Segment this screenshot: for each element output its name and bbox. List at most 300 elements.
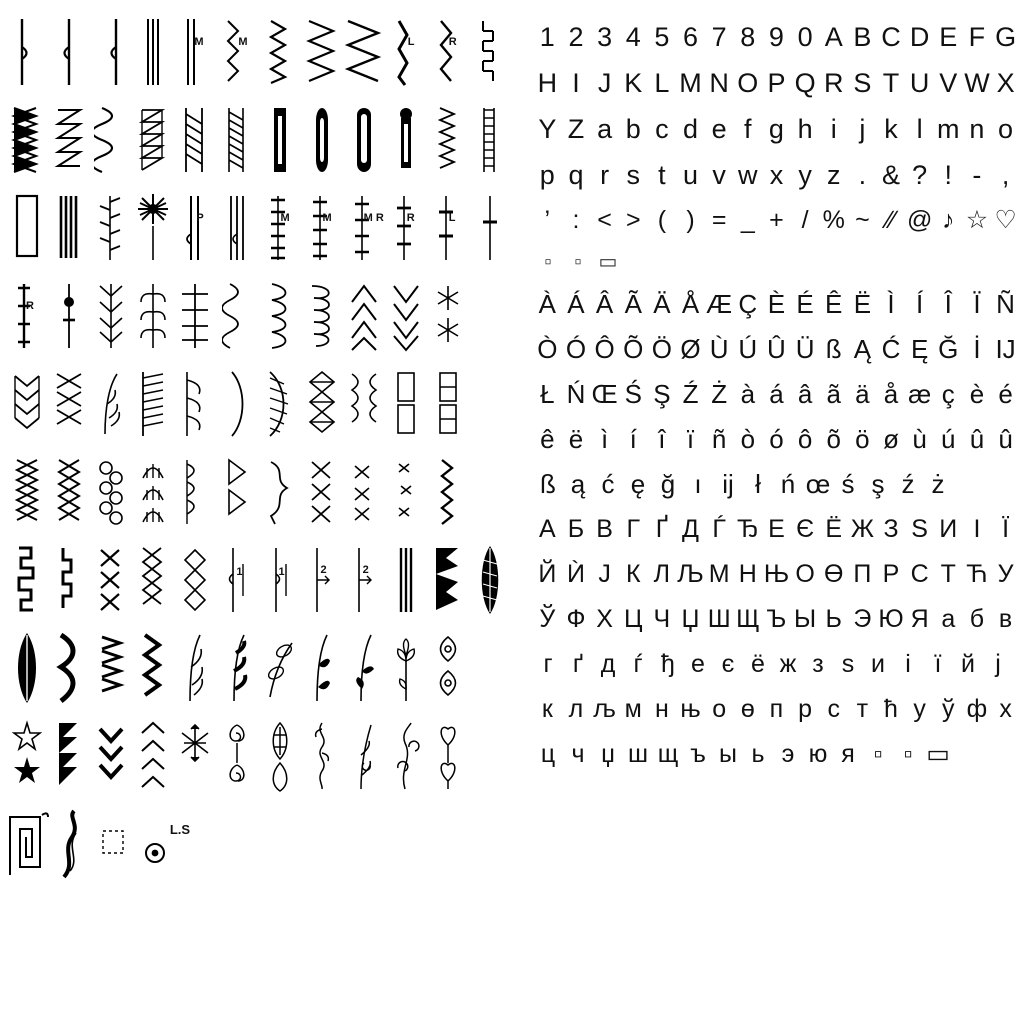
character-glyph[interactable]: Ш — [707, 605, 731, 633]
character-glyph[interactable]: Ú — [738, 334, 758, 364]
stitch-label: L — [407, 36, 415, 48]
character-glyph[interactable]: к — [541, 695, 553, 723]
character-glyph[interactable]: s — [626, 160, 640, 190]
character-glyph[interactable]: - — [972, 160, 982, 190]
character-glyph[interactable]: ☆ — [965, 206, 989, 234]
character-glyph[interactable]: й — [961, 650, 975, 678]
character-glyph[interactable]: i — [830, 114, 837, 144]
character-glyph[interactable]: + — [769, 206, 784, 234]
character-glyph[interactable]: Ş — [653, 379, 671, 409]
stitch-label: R — [26, 300, 34, 312]
character-glyph[interactable]: Т — [940, 560, 956, 588]
character-glyph[interactable]: h — [797, 114, 813, 144]
character-glyph[interactable]: Ї — [1002, 515, 1010, 543]
character-glyph[interactable]: 1 — [539, 22, 555, 52]
character-glyph[interactable]: 6 — [683, 22, 699, 52]
character-glyph[interactable]: Ë — [853, 289, 872, 319]
character-glyph[interactable]: я — [841, 740, 855, 768]
character-glyph[interactable]: О — [795, 560, 815, 588]
character-glyph[interactable]: Ј — [598, 560, 611, 588]
character-glyph[interactable]: î — [658, 424, 666, 454]
character-glyph[interactable]: Ô — [594, 334, 615, 364]
character-glyph[interactable]: 4 — [625, 22, 641, 52]
character-glyph[interactable]: ż — [931, 469, 945, 499]
character-glyph[interactable]: m — [937, 114, 960, 144]
character-glyph[interactable]: ў — [942, 695, 955, 723]
character-glyph[interactable]: с — [827, 695, 840, 723]
character-glyph[interactable]: o — [998, 114, 1014, 144]
character-glyph[interactable]: Å — [681, 289, 700, 319]
character-glyph[interactable]: n — [969, 114, 985, 144]
character-glyph[interactable]: Ў — [539, 605, 556, 633]
character-glyph[interactable]: a — [597, 114, 613, 144]
character-glyph[interactable]: J — [597, 68, 612, 98]
character-glyph[interactable]: ş — [871, 469, 885, 499]
character-glyph[interactable]: ч — [571, 740, 585, 768]
character-glyph[interactable]: û — [998, 424, 1013, 454]
character-glyph[interactable]: є — [721, 650, 735, 678]
character-glyph[interactable]: Ю — [878, 605, 904, 633]
character-glyph[interactable]: А — [538, 515, 556, 543]
character-glyph[interactable]: İ — [973, 334, 981, 364]
character-glyph[interactable]: j — [859, 114, 866, 144]
character-glyph[interactable]: Ê — [825, 289, 843, 319]
character-glyph[interactable]: I — [572, 68, 580, 98]
character-glyph[interactable]: Ï — [973, 289, 981, 319]
character-glyph[interactable]: Y — [538, 114, 557, 144]
character-glyph[interactable]: ê — [540, 424, 555, 454]
character-glyph[interactable]: p — [539, 160, 555, 190]
straight-stitch-center — [48, 10, 90, 94]
character-glyph[interactable]: ∕∕ — [886, 206, 896, 234]
character-glyph[interactable]: & — [882, 160, 901, 190]
character-glyph[interactable]: л — [568, 695, 584, 723]
character-glyph[interactable]: Ñ — [996, 289, 1015, 319]
character-glyph[interactable]: Á — [567, 289, 585, 319]
character-glyph[interactable]: Э — [853, 605, 872, 633]
character-glyph[interactable]: ß — [540, 469, 556, 499]
character-glyph[interactable]: IJ — [995, 334, 1016, 364]
character-glyph[interactable]: _ — [740, 206, 755, 234]
character-glyph[interactable]: è — [969, 379, 985, 409]
character-glyph[interactable]: í — [629, 424, 637, 454]
character-glyph[interactable]: ı — [694, 469, 702, 499]
character-glyph[interactable]: в — [998, 605, 1013, 633]
character-glyph[interactable]: ? — [912, 160, 928, 190]
character-glyph[interactable]: Â — [595, 289, 614, 319]
character-glyph[interactable]: É — [796, 289, 814, 319]
stitch-label: M — [280, 212, 290, 224]
character-glyph[interactable]: Ś — [624, 379, 642, 409]
blank-cell — [469, 274, 511, 358]
character-glyph[interactable]: ! — [944, 160, 953, 190]
character-glyph[interactable]: õ — [826, 424, 841, 454]
character-glyph[interactable]: Б — [567, 515, 585, 543]
x-cross-stitch — [343, 450, 385, 534]
character-glyph[interactable]: М — [708, 560, 730, 588]
character-glyph[interactable]: z — [826, 160, 841, 190]
character-glyph[interactable]: Œ — [591, 379, 618, 409]
character-glyph[interactable]: < — [597, 206, 612, 234]
character-glyph[interactable]: р — [798, 695, 813, 723]
character-glyph[interactable]: і — [905, 650, 911, 678]
character-glyph[interactable]: ▭ — [926, 740, 950, 768]
character-glyph[interactable]: Ń — [566, 379, 586, 409]
character-glyph[interactable]: ï — [686, 424, 695, 454]
character-glyph[interactable]: ы — [719, 740, 737, 768]
character-glyph[interactable]: Ç — [738, 289, 758, 319]
character-glyph[interactable]: U — [909, 68, 930, 98]
character-glyph[interactable]: ğ — [660, 469, 676, 499]
character-glyph[interactable]: Ґ — [655, 515, 668, 543]
character-glyph[interactable]: ij — [722, 469, 734, 499]
character-glyph[interactable]: ë — [568, 424, 584, 454]
character-glyph[interactable]: X — [996, 68, 1015, 98]
character-glyph[interactable]: à — [740, 379, 756, 409]
bow-chain-stitch — [343, 362, 385, 446]
character-glyph[interactable]: х — [999, 695, 1012, 723]
character-glyph[interactable]: M — [679, 68, 702, 98]
character-glyph[interactable]: Ъ — [766, 605, 787, 633]
character-glyph[interactable]: ( — [657, 206, 667, 234]
character-glyph[interactable]: È — [767, 289, 786, 319]
character-glyph[interactable]: G — [995, 22, 1017, 52]
bartack-r — [385, 186, 427, 270]
darning-stitch-p — [174, 186, 216, 270]
character-glyph[interactable]: ј — [995, 650, 1001, 678]
character-glyph[interactable]: Ü — [795, 334, 815, 364]
character-glyph[interactable]: ù — [912, 424, 927, 454]
character-glyph[interactable]: ♡ — [994, 206, 1017, 234]
character-glyph[interactable]: Q — [794, 68, 816, 98]
character-glyph[interactable]: м — [624, 695, 642, 723]
character-glyph[interactable]: б — [969, 605, 985, 633]
character-glyph[interactable]: ▭ — [598, 251, 618, 273]
character-glyph[interactable]: 5 — [654, 22, 670, 52]
character-glyph[interactable]: ▫ — [544, 251, 552, 273]
character-glyph[interactable]: 3 — [597, 22, 613, 52]
character-glyph[interactable]: u — [683, 160, 699, 190]
character-glyph[interactable]: з — [812, 650, 824, 678]
character-glyph[interactable]: Ą — [853, 334, 872, 364]
character-glyph[interactable]: ł — [755, 469, 761, 499]
character-glyph[interactable]: ћ — [884, 695, 898, 723]
character-glyph[interactable]: Ө — [824, 560, 844, 588]
character-glyph[interactable]: c — [655, 114, 669, 144]
character-glyph[interactable]: ä — [855, 379, 870, 409]
character-glyph[interactable]: P — [767, 68, 786, 98]
character-glyph[interactable]: о — [712, 695, 727, 723]
character-glyph[interactable]: ń — [780, 469, 796, 499]
character-glyph[interactable]: ź — [901, 469, 915, 499]
character-glyph[interactable]: d — [683, 114, 699, 144]
flourish-motif-stitch — [301, 714, 343, 798]
character-glyph[interactable]: џ — [601, 740, 615, 768]
character-line — [533, 597, 1020, 642]
character-glyph[interactable]: = — [711, 206, 727, 234]
character-line — [533, 372, 1020, 417]
character-glyph[interactable]: : — [572, 206, 580, 234]
character-glyph[interactable]: V — [939, 68, 958, 98]
character-glyph[interactable]: R — [823, 68, 844, 98]
character-glyph[interactable]: l — [916, 114, 923, 144]
character-glyph[interactable]: п — [769, 695, 784, 723]
character-glyph[interactable]: К — [625, 560, 641, 588]
character-glyph[interactable]: b — [625, 114, 641, 144]
character-glyph[interactable]: ђ — [661, 650, 675, 678]
character-glyph[interactable]: ę — [630, 469, 646, 499]
blank-cell — [427, 802, 469, 886]
character-glyph[interactable]: F — [968, 22, 986, 52]
character-glyph[interactable]: Õ — [623, 334, 644, 364]
character-glyph[interactable]: Æ — [706, 289, 733, 319]
character-glyph[interactable]: ѕ — [841, 650, 855, 678]
character-glyph[interactable]: Ę — [910, 334, 929, 364]
character-glyph[interactable]: Д — [682, 515, 699, 543]
character-glyph[interactable]: Ø — [680, 334, 701, 364]
character-glyph[interactable]: w — [738, 160, 758, 190]
character-glyph[interactable]: q — [568, 160, 584, 190]
character-glyph[interactable]: @ — [906, 206, 933, 234]
character-glyph[interactable]: Г — [626, 515, 641, 543]
character-glyph[interactable]: û — [969, 424, 985, 454]
character-glyph[interactable]: % — [822, 206, 845, 234]
character-glyph[interactable]: > — [625, 206, 641, 234]
character-glyph[interactable]: ø — [883, 424, 899, 454]
character-glyph[interactable]: ą — [570, 469, 586, 499]
character-glyph[interactable]: В — [596, 515, 613, 543]
character-glyph[interactable]: н — [654, 695, 669, 723]
character-glyph[interactable]: ж — [779, 650, 797, 678]
character-glyph[interactable]: г — [543, 650, 553, 678]
character-glyph[interactable]: Ж — [850, 515, 874, 543]
character-glyph[interactable]: У — [997, 560, 1014, 588]
character-glyph[interactable]: t — [658, 160, 666, 190]
character-glyph[interactable]: Ѕ — [911, 515, 928, 543]
bartack-l — [427, 186, 469, 270]
character-glyph[interactable]: ш — [627, 740, 649, 768]
character-glyph[interactable]: 9 — [768, 22, 784, 52]
character-glyph[interactable]: ѓ — [633, 650, 643, 678]
character-glyph[interactable]: э — [781, 740, 795, 768]
character-glyph[interactable]: и — [871, 650, 885, 678]
character-glyph[interactable]: ’ — [544, 206, 551, 234]
character-glyph[interactable]: E — [939, 22, 958, 52]
character-glyph[interactable]: Н — [738, 560, 757, 588]
character-glyph[interactable]: k — [884, 114, 898, 144]
character-glyph[interactable]: Ц — [623, 605, 643, 633]
character-glyph[interactable]: Ѓ — [712, 515, 726, 543]
character-glyph[interactable]: щ — [657, 740, 679, 768]
character-glyph[interactable]: Њ — [763, 560, 790, 588]
character-glyph[interactable]: Ć — [881, 334, 901, 364]
stitch-label: M — [322, 212, 332, 224]
character-glyph[interactable]: Ì — [887, 289, 895, 319]
arrow-chevron-stitch — [132, 714, 174, 798]
character-glyph[interactable]: r — [600, 160, 610, 190]
character-glyph[interactable]: ç — [941, 379, 955, 409]
character-glyph[interactable]: O — [737, 68, 759, 98]
character-glyph[interactable]: Ù — [709, 334, 729, 364]
character-glyph[interactable]: 8 — [740, 22, 756, 52]
character-glyph[interactable]: Î — [944, 289, 952, 319]
character-glyph[interactable]: g — [768, 114, 784, 144]
character-glyph[interactable]: ъ — [690, 740, 706, 768]
character-glyph[interactable]: ц — [540, 740, 556, 768]
character-glyph[interactable]: П — [853, 560, 872, 588]
character-glyph[interactable]: Ż — [711, 379, 728, 409]
character-glyph[interactable]: Р — [882, 560, 900, 588]
character-glyph[interactable]: И — [939, 515, 958, 543]
character-glyph[interactable]: д — [600, 650, 616, 678]
character-glyph[interactable]: W — [964, 68, 990, 98]
character-glyph[interactable]: S — [853, 68, 872, 98]
character-glyph[interactable]: Й — [538, 560, 557, 588]
character-glyph[interactable]: Е — [768, 515, 785, 543]
character-glyph[interactable]: С — [910, 560, 929, 588]
step-block-stitch — [48, 538, 90, 622]
character-glyph[interactable]: / — [801, 206, 809, 234]
character-glyph[interactable]: y — [798, 160, 812, 190]
comb-stitch — [132, 362, 174, 446]
character-glyph[interactable]: å — [883, 379, 899, 409]
character-glyph[interactable]: B — [853, 22, 872, 52]
bartack-zigzag — [427, 98, 469, 182]
stair-step-stitch — [427, 450, 469, 534]
character-glyph[interactable]: е — [691, 650, 705, 678]
stitch-label: L — [448, 212, 456, 224]
character-glyph[interactable]: ▫ — [574, 251, 582, 273]
character-glyph[interactable]: . — [858, 160, 867, 190]
character-glyph[interactable]: Û — [767, 334, 786, 364]
character-glyph[interactable]: f — [744, 114, 752, 144]
character-glyph[interactable]: A — [824, 22, 843, 52]
character-glyph[interactable]: , — [1001, 160, 1010, 190]
character-glyph[interactable]: Ò — [537, 334, 558, 364]
character-glyph[interactable]: ~ — [855, 206, 870, 234]
character-glyph[interactable]: ♪ — [942, 206, 955, 234]
character-glyph[interactable]: Я — [910, 605, 929, 633]
eyelet-stitch — [132, 186, 174, 270]
character-glyph[interactable]: Ã — [624, 289, 642, 319]
blank-cell — [385, 802, 427, 886]
character-glyph[interactable]: у — [913, 695, 926, 723]
character-glyph[interactable]: C — [881, 22, 901, 52]
character-glyph[interactable]: Ź — [682, 379, 699, 409]
character-glyph[interactable]: ã — [826, 379, 841, 409]
character-glyph[interactable]: ї — [934, 650, 942, 678]
character-glyph[interactable]: ó — [769, 424, 784, 454]
character-glyph[interactable]: ө — [740, 695, 755, 723]
character-glyph[interactable]: З — [883, 515, 899, 543]
character-glyph[interactable]: Ф — [566, 605, 586, 633]
stitch-row — [6, 448, 511, 536]
character-glyph[interactable]: 0 — [797, 22, 813, 52]
character-glyph[interactable]: Ђ — [736, 515, 759, 543]
smocking-lattice-stitch — [48, 450, 90, 534]
character-glyph[interactable]: Ğ — [938, 334, 959, 364]
character-glyph[interactable]: H — [537, 68, 558, 98]
character-glyph[interactable]: ф — [966, 695, 988, 723]
character-glyph[interactable]: Ѝ — [566, 560, 585, 588]
character-glyph[interactable]: Є — [796, 515, 815, 543]
crossed-lattice-stitch — [90, 538, 132, 622]
character-glyph[interactable]: ô — [797, 424, 813, 454]
character-glyph[interactable]: Z — [567, 114, 585, 144]
multi-step-zigzag — [469, 10, 511, 94]
character-glyph[interactable]: Л — [653, 560, 671, 588]
character-glyph[interactable]: â — [797, 379, 813, 409]
character-glyph[interactable]: ) — [686, 206, 695, 234]
zigzag-narrow — [258, 10, 300, 94]
character-glyph[interactable]: ć — [601, 469, 615, 499]
character-glyph[interactable]: À — [538, 289, 556, 319]
character-glyph[interactable]: K — [624, 68, 643, 98]
character-glyph[interactable]: ñ — [711, 424, 727, 454]
character-glyph[interactable]: ё — [751, 650, 765, 678]
character-glyph[interactable]: N — [709, 68, 729, 98]
character-glyph[interactable]: Щ — [736, 605, 760, 633]
character-glyph[interactable]: x — [769, 160, 784, 190]
character-glyph[interactable]: á — [769, 379, 784, 409]
character-glyph[interactable]: e — [711, 114, 727, 144]
character-glyph[interactable]: T — [882, 68, 900, 98]
character-glyph[interactable]: ю — [808, 740, 828, 768]
character-glyph[interactable]: Ł — [540, 379, 555, 409]
character-glyph[interactable]: Ы — [794, 605, 817, 633]
character-glyph[interactable]: Ч — [653, 605, 671, 633]
character-glyph[interactable]: ö — [855, 424, 870, 454]
character-glyph[interactable]: Ь — [825, 605, 842, 633]
character-glyph[interactable]: а — [941, 605, 956, 633]
character-glyph[interactable]: Í — [916, 289, 924, 319]
character-glyph[interactable]: v — [712, 160, 726, 190]
character-glyph[interactable]: Ё — [825, 515, 843, 543]
character-glyph[interactable]: ś — [841, 469, 855, 499]
character-glyph[interactable]: Ö — [651, 334, 672, 364]
character-glyph[interactable]: Х — [596, 605, 613, 633]
character-glyph[interactable]: ▫ — [903, 740, 913, 768]
double-box-stitch — [427, 362, 469, 446]
character-glyph[interactable]: Ä — [653, 289, 671, 319]
character-glyph[interactable]: ì — [600, 424, 609, 454]
character-glyph[interactable]: ò — [740, 424, 756, 454]
character-glyph[interactable]: Ó — [565, 334, 587, 364]
character-glyph[interactable]: Ћ — [966, 560, 988, 588]
character-glyph[interactable]: ß — [825, 334, 842, 364]
character-glyph[interactable]: 2 — [568, 22, 584, 52]
character-glyph[interactable]: љ — [593, 695, 616, 723]
character-glyph[interactable]: 7 — [711, 22, 727, 52]
character-glyph[interactable]: D — [909, 22, 930, 52]
character-glyph[interactable]: L — [654, 68, 670, 98]
lower-stop-indicator — [134, 802, 191, 886]
character-glyph[interactable]: ь — [751, 740, 765, 768]
character-glyph[interactable]: т — [856, 695, 869, 723]
character-glyph[interactable]: ▫ — [873, 740, 883, 768]
character-glyph[interactable]: Џ — [681, 605, 700, 633]
fan-stitch — [174, 362, 216, 446]
character-glyph[interactable]: Љ — [677, 560, 704, 588]
crossed-diamond-stitch — [301, 362, 343, 446]
character-glyph[interactable]: І — [973, 515, 981, 543]
character-glyph[interactable]: њ — [680, 695, 701, 723]
character-glyph[interactable]: ґ — [572, 650, 584, 678]
character-glyph[interactable]: ú — [941, 424, 956, 454]
character-glyph[interactable]: œ — [805, 469, 831, 499]
character-glyph[interactable]: æ — [908, 379, 932, 409]
character-glyph[interactable]: é — [998, 379, 1013, 409]
